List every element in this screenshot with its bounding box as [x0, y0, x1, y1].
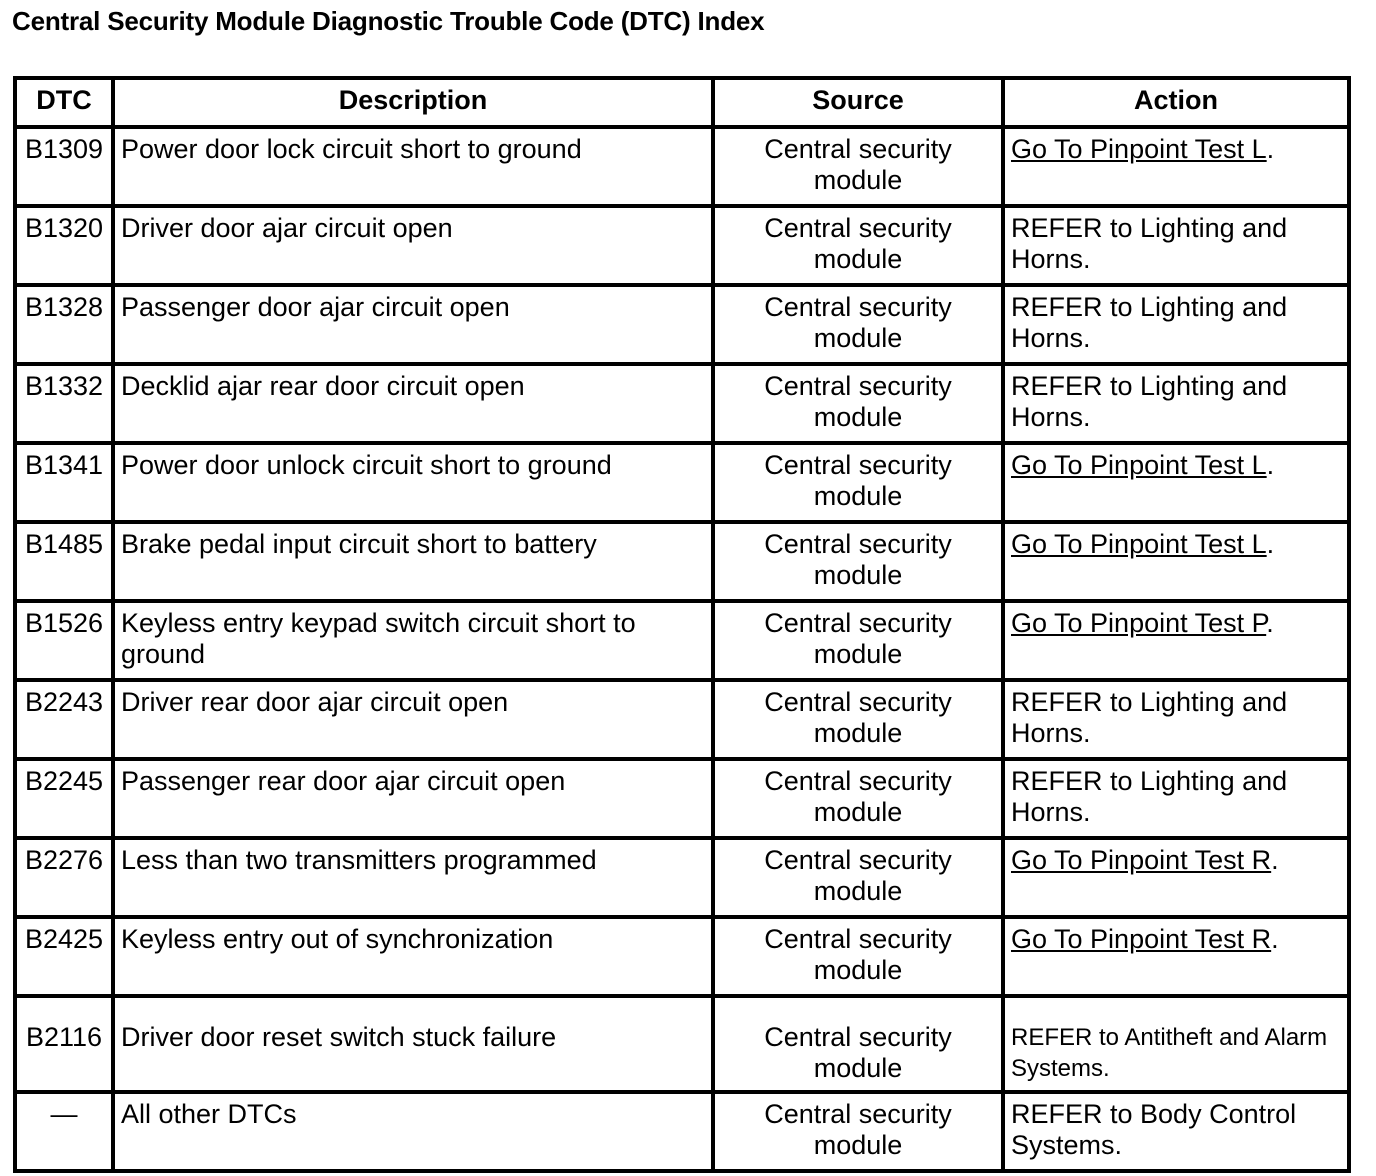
action-suffix: . — [1266, 134, 1275, 164]
dtc-code: B2116 — [15, 996, 113, 1092]
dtc-action — [1003, 917, 1349, 996]
dtc-description: Passenger door ajar circuit open — [113, 285, 713, 364]
action-suffix: . — [1271, 845, 1279, 875]
dtc-description: Less than two transmitters programmed — [113, 838, 713, 917]
dtc-code: B2276 — [15, 838, 113, 917]
table-row — [15, 285, 1349, 364]
dtc-action — [1003, 364, 1349, 443]
dtc-description: Driver door ajar circuit open — [113, 206, 713, 285]
action-suffix: . — [1266, 608, 1274, 638]
dtc-source: Central security module — [713, 206, 1003, 285]
header-action: Action — [1003, 78, 1349, 127]
dtc-action — [1003, 759, 1349, 838]
action-suffix: . — [1266, 529, 1275, 559]
page-title: Central Security Module Diagnostic Trouble Code (DTC) Index — [12, 6, 765, 36]
dtc-description: Passenger rear door ajar circuit open — [113, 759, 713, 838]
pinpoint-test-link[interactable]: Go To Pinpoint Test R — [1011, 845, 1272, 875]
pinpoint-test-link[interactable]: Go To Pinpoint Test L — [1011, 134, 1267, 164]
dtc-source: Central security module — [713, 996, 1003, 1092]
action-suffix: . — [1271, 924, 1279, 954]
table-row — [15, 759, 1349, 838]
dtc-description: Keyless entry keypad switch circuit short to ground — [113, 601, 713, 680]
pinpoint-test-link[interactable]: Go To Pinpoint Test L — [1011, 529, 1267, 559]
action-suffix: . — [1266, 450, 1275, 480]
dtc-code: B2245 — [15, 759, 113, 838]
dtc-index-table — [13, 76, 1351, 1173]
table-row — [15, 996, 1349, 1092]
dtc-source: Central security module — [713, 285, 1003, 364]
dtc-action — [1003, 285, 1349, 364]
dtc-code: B2243 — [15, 680, 113, 759]
dtc-action — [1003, 1092, 1349, 1171]
refer-text: REFER to Antitheft and Alarm Systems. — [1011, 1024, 1328, 1082]
dtc-code: — — [15, 1092, 113, 1171]
table-row — [15, 364, 1349, 443]
dtc-code: B2425 — [15, 917, 113, 996]
table-body — [15, 127, 1349, 1171]
dtc-action — [1003, 680, 1349, 759]
dtc-code: B1332 — [15, 364, 113, 443]
table-row — [15, 838, 1349, 917]
refer-text: REFER to Lighting and Horns. — [1011, 766, 1288, 827]
dtc-source: Central security module — [713, 680, 1003, 759]
dtc-description: Driver door reset switch stuck failure — [113, 996, 713, 1092]
dtc-source: Central security module — [713, 364, 1003, 443]
table-row — [15, 206, 1349, 285]
header-dtc: DTC — [15, 78, 113, 127]
dtc-action — [1003, 206, 1349, 285]
dtc-source: Central security module — [713, 759, 1003, 838]
dtc-description: Keyless entry out of synchronization — [113, 917, 713, 996]
dtc-source: Central security module — [713, 522, 1003, 601]
table-header-row — [15, 78, 1349, 127]
dtc-action — [1003, 996, 1349, 1092]
table-row — [15, 917, 1349, 996]
dtc-action — [1003, 838, 1349, 917]
dtc-description: Power door lock circuit short to ground — [113, 127, 713, 206]
refer-text: REFER to Lighting and Horns. — [1011, 292, 1288, 353]
table-row — [15, 127, 1349, 206]
header-source: Source — [713, 78, 1003, 127]
dtc-source: Central security module — [713, 1092, 1003, 1171]
refer-text: REFER to Body Control Systems. — [1011, 1099, 1297, 1160]
dtc-code: B1309 — [15, 127, 113, 206]
pinpoint-test-link[interactable]: Go To Pinpoint Test P — [1011, 608, 1267, 638]
dtc-action — [1003, 127, 1349, 206]
dtc-code: B1526 — [15, 601, 113, 680]
dtc-description: Decklid ajar rear door circuit open — [113, 364, 713, 443]
header-description: Description — [113, 78, 713, 127]
dtc-description: Power door unlock circuit short to ground — [113, 443, 713, 522]
dtc-source: Central security module — [713, 917, 1003, 996]
dtc-description: Brake pedal input circuit short to battery — [113, 522, 713, 601]
refer-text: REFER to Lighting and Horns. — [1011, 213, 1288, 274]
table-row — [15, 522, 1349, 601]
dtc-action — [1003, 443, 1349, 522]
dtc-source: Central security module — [713, 601, 1003, 680]
table-row — [15, 601, 1349, 680]
dtc-description: All other DTCs — [113, 1092, 713, 1171]
table-row — [15, 443, 1349, 522]
table-row — [15, 680, 1349, 759]
dtc-action — [1003, 601, 1349, 680]
dtc-description: Driver rear door ajar circuit open — [113, 680, 713, 759]
refer-text: REFER to Lighting and Horns. — [1011, 687, 1288, 748]
dtc-source: Central security module — [713, 838, 1003, 917]
refer-text: REFER to Lighting and Horns. — [1011, 371, 1288, 432]
pinpoint-test-link[interactable]: Go To Pinpoint Test L — [1011, 450, 1267, 480]
table-row — [15, 1092, 1349, 1171]
dtc-code: B1320 — [15, 206, 113, 285]
dtc-code: B1341 — [15, 443, 113, 522]
dtc-action — [1003, 522, 1349, 601]
dtc-code: B1328 — [15, 285, 113, 364]
pinpoint-test-link[interactable]: Go To Pinpoint Test R — [1011, 924, 1272, 954]
dtc-code: B1485 — [15, 522, 113, 601]
dtc-source: Central security module — [713, 443, 1003, 522]
dtc-source: Central security module — [713, 127, 1003, 206]
